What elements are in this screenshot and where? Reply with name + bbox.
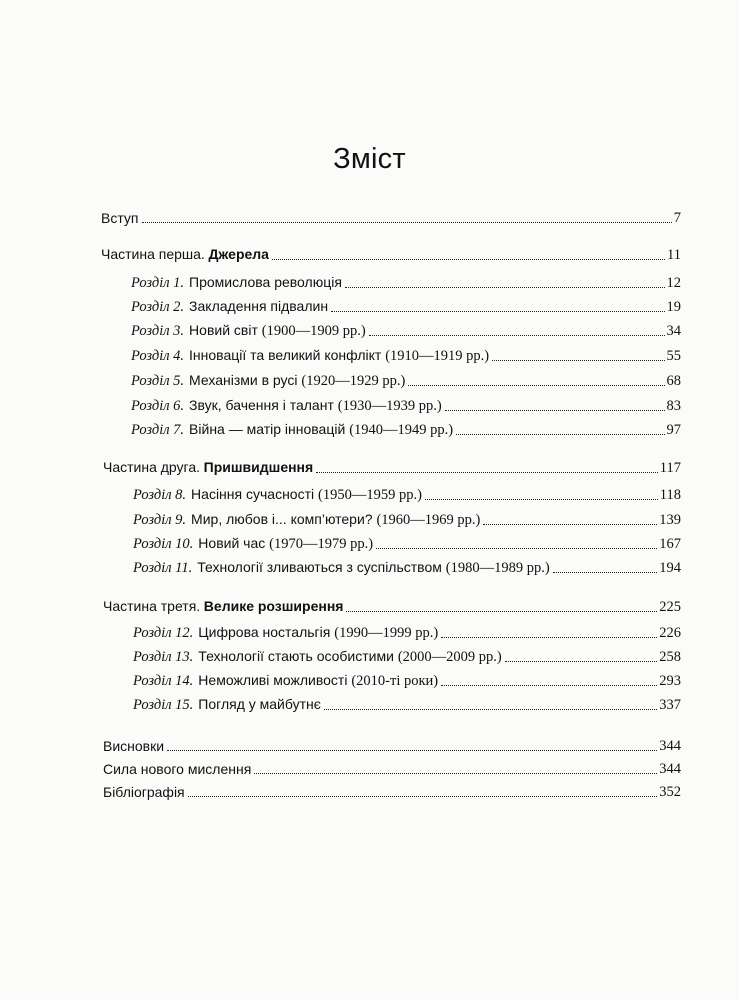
- leader-dots: [376, 548, 657, 549]
- leader-dots: [142, 222, 672, 223]
- page-number: 344: [659, 761, 681, 777]
- toc-entry-chapter-8[interactable]: [133, 484, 681, 504]
- chapter-years: (2010-ті роки): [351, 673, 439, 689]
- toc-label: Сила нового мислення: [103, 761, 252, 777]
- toc-label: [101, 245, 269, 264]
- leader-dots: [492, 360, 664, 361]
- chapter-title: Новий час: [198, 535, 266, 551]
- page-number: 352: [659, 784, 681, 800]
- chapter-title: Промислова революція: [189, 274, 342, 290]
- chapter-prefix: Розділ 14.: [133, 673, 194, 689]
- chapter-title: Технології стають особистими: [198, 648, 394, 664]
- chapter-prefix: Розділ 13.: [133, 649, 194, 665]
- leader-dots: [456, 434, 664, 435]
- toc-entry-chapter-6[interactable]: [131, 395, 681, 415]
- leader-dots: [324, 709, 657, 710]
- leader-dots: [316, 472, 658, 473]
- chapter-years: (1910—1919 рр.): [385, 348, 490, 364]
- page-number: 293: [659, 673, 681, 689]
- page-number: 337: [659, 697, 681, 713]
- toc-entry-part-2[interactable]: [103, 457, 681, 477]
- part-name: Пришвидшення: [203, 459, 314, 475]
- toc-entry-conclusions[interactable]: [103, 735, 681, 755]
- page-number: 83: [666, 398, 681, 414]
- chapter-title: Технології зливаються з суспільством: [197, 559, 442, 575]
- leader-dots: [425, 499, 658, 500]
- toc-entry-chapter-13[interactable]: [133, 646, 681, 666]
- toc-entry-chapter-5[interactable]: [131, 370, 681, 390]
- chapter-years: (1960—1969 рр.): [376, 512, 481, 528]
- page-number: 97: [666, 422, 681, 438]
- chapter-title: Мир, любов і... комп’ютери?: [191, 511, 373, 527]
- toc-entry-chapter-14[interactable]: [133, 670, 681, 690]
- leader-dots: [408, 385, 664, 386]
- chapter-title: Новий світ: [189, 322, 258, 338]
- toc-entry-new-thinking[interactable]: [103, 758, 681, 778]
- page-number: 117: [659, 460, 681, 476]
- chapter-years: (1990—1999 рр.): [334, 625, 439, 641]
- page-number: 344: [659, 738, 681, 754]
- chapter-title: Цифрова ностальгія: [198, 624, 331, 640]
- chapter-prefix: Розділ 3.: [131, 323, 185, 339]
- toc-entry-chapter-9[interactable]: [133, 509, 681, 529]
- chapter-prefix: Розділ 15.: [133, 697, 194, 713]
- chapter-prefix: Розділ 7.: [131, 422, 185, 438]
- leader-dots: [483, 524, 657, 525]
- chapter-title: Погляд у майбутнє: [198, 696, 321, 712]
- page-number: 226: [659, 625, 681, 641]
- leader-dots: [505, 661, 658, 662]
- chapter-prefix: Розділ 8.: [133, 487, 187, 503]
- chapter-title: Неможливі можливості: [198, 672, 348, 688]
- toc-label: [103, 458, 313, 477]
- leader-dots: [254, 773, 657, 774]
- chapter-years: (1920—1929 рр.): [301, 373, 406, 389]
- chapter-years: (1980—1989 рр.): [445, 560, 550, 576]
- part-label: Частина друга.: [103, 459, 201, 475]
- toc-entry-chapter-15[interactable]: [133, 694, 681, 714]
- leader-dots: [346, 611, 657, 612]
- chapter-prefix: Розділ 6.: [131, 398, 185, 414]
- chapter-years: (1940—1949 рр.): [349, 422, 454, 438]
- part-name: Джерела: [208, 246, 269, 262]
- chapter-prefix: Розділ 1.: [131, 275, 185, 291]
- toc-entry-intro[interactable]: [101, 207, 681, 227]
- chapter-title: Звук, бачення і талант: [189, 397, 334, 413]
- chapter-prefix: Розділ 2.: [131, 299, 185, 315]
- chapter-title: Механізми в русі: [189, 372, 298, 388]
- toc-label: [103, 597, 343, 616]
- toc-entry-chapter-4[interactable]: [131, 345, 681, 365]
- toc-label: Висновки: [103, 738, 165, 754]
- chapter-prefix: Розділ 10.: [133, 536, 194, 552]
- chapter-title: Закладення підвалин: [189, 298, 329, 314]
- chapter-years: (1930—1939 рр.): [337, 398, 442, 414]
- toc-entry-part-3[interactable]: [103, 596, 681, 616]
- page-number: 118: [659, 487, 681, 503]
- chapter-prefix: Розділ 4.: [131, 348, 185, 364]
- toc-entry-chapter-11[interactable]: [133, 557, 681, 577]
- page-number: 19: [666, 299, 681, 315]
- page-number: 194: [659, 560, 681, 576]
- leader-dots: [167, 750, 657, 751]
- chapter-prefix: Розділ 9.: [133, 512, 187, 528]
- toc-entry-chapter-3[interactable]: [131, 320, 681, 340]
- leader-dots: [345, 287, 665, 288]
- page-number: 34: [666, 323, 681, 339]
- page-number: 225: [659, 599, 681, 615]
- toc-entry-chapter-2[interactable]: [131, 296, 681, 316]
- leader-dots: [272, 259, 665, 260]
- chapter-title: Насіння сучасності: [191, 486, 315, 502]
- toc-entry-chapter-12[interactable]: [133, 622, 681, 642]
- toc-label: Бібліографія: [103, 784, 185, 800]
- chapter-title: Інновації та великий конфлікт: [189, 347, 382, 363]
- part-label: Частина третя.: [103, 598, 201, 614]
- chapter-prefix: Розділ 5.: [131, 373, 185, 389]
- leader-dots: [331, 311, 664, 312]
- chapter-years: (1970—1979 рр.): [269, 536, 374, 552]
- leader-dots: [188, 796, 658, 797]
- part-name: Велике розширення: [203, 598, 344, 614]
- page-number: 55: [666, 348, 681, 364]
- toc-entry-bibliography[interactable]: [103, 781, 681, 801]
- page-number: 7: [673, 210, 681, 226]
- page-number: 12: [666, 275, 681, 291]
- chapter-title: Війна — матір інновацій: [189, 421, 346, 437]
- chapter-prefix: Розділ 12.: [133, 625, 194, 641]
- part-label: Частина перша.: [101, 246, 205, 262]
- page-number: 11: [667, 247, 681, 263]
- page-number: 167: [659, 536, 681, 552]
- toc-entry-chapter-7[interactable]: [131, 419, 681, 439]
- leader-dots: [445, 410, 665, 411]
- page-number: 258: [659, 649, 681, 665]
- chapter-prefix: Розділ 11.: [133, 560, 193, 576]
- chapter-years: (1950—1959 рр.): [318, 487, 422, 503]
- leader-dots: [441, 685, 657, 686]
- leader-dots: [441, 637, 657, 638]
- chapter-years: (2000—2009 рр.): [397, 649, 502, 665]
- chapter-years: (1900—1909 рр.): [261, 323, 366, 339]
- leader-dots: [369, 335, 665, 336]
- page-title: Зміст: [333, 143, 406, 175]
- page-number: 139: [659, 512, 681, 528]
- toc-entry-part-1[interactable]: [101, 244, 681, 264]
- toc-label: Вступ: [101, 210, 139, 226]
- page-number: 68: [666, 373, 681, 389]
- toc-entry-chapter-10[interactable]: [133, 533, 681, 553]
- toc-entry-chapter-1[interactable]: [131, 272, 681, 292]
- leader-dots: [553, 572, 658, 573]
